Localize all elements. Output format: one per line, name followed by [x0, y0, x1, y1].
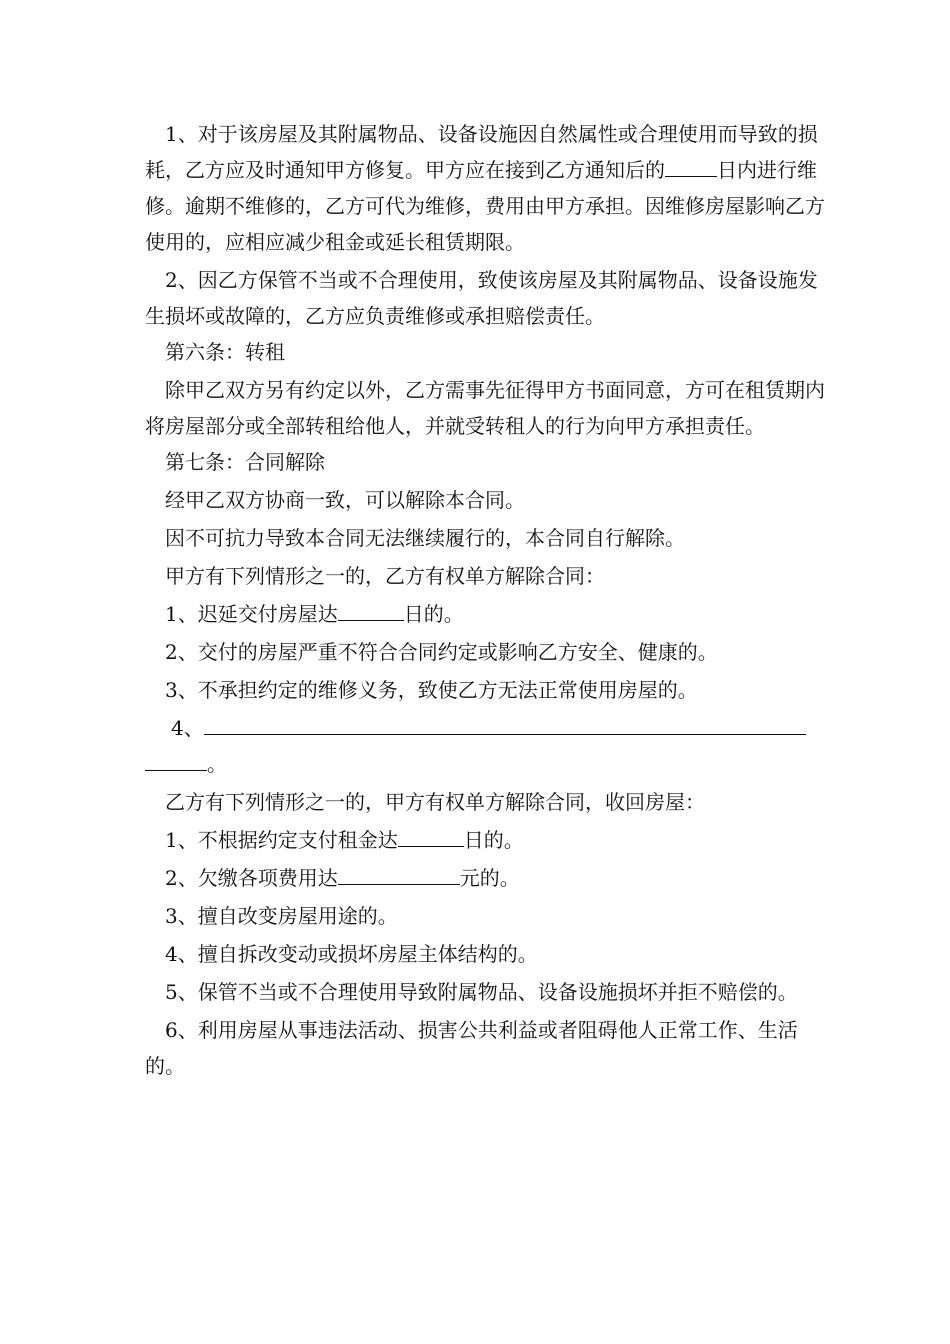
clause-item: 5、保管不当或不合理使用导致附属物品、设备设施损坏并拒不赔偿的。 — [165, 980, 798, 1004]
clause-tenant-breach-intro: 乙方有下列情形之一的，甲方有权单方解除合同，收回房屋： — [165, 790, 705, 814]
clause-text: 1、对于该房屋及其附属物品、设备设施因自然属性或合理使用而导致的损耗，乙方应及时通知甲方修复。甲方应在接到乙方通知后的 — [145, 122, 818, 182]
clause-item — [145, 822, 825, 858]
clause-text: 除甲乙双方另有约定以外，乙方需事先征得甲方书面同意，方可在租赁期内将房屋部分或全部转租给他人，并就受转租人的行为向甲方承担责任。 — [145, 378, 825, 438]
blank-rent-days[interactable] — [398, 822, 464, 847]
clause-text: 2、欠缴各项费用达 — [165, 866, 338, 890]
clause-mutual-termination: 经甲乙双方协商一致，可以解除本合同。 — [165, 488, 525, 512]
clause-item — [145, 596, 825, 632]
clause-item: 2、交付的房屋严重不符合合同约定或影响乙方安全、健康的。 — [165, 640, 718, 664]
clause-item: 6、利用房屋从事违法活动、损害公共利益或者阻碍他人正常工作、生活的。 — [145, 1018, 798, 1078]
clause-item-blank-cont — [145, 746, 825, 782]
clause-tenant-damage — [145, 262, 825, 334]
clause-item — [145, 860, 825, 896]
clause-text: 元的。 — [459, 866, 520, 890]
clause-text: 日的。 — [463, 828, 524, 852]
clause-sublease — [145, 372, 825, 444]
blank-other-condition[interactable] — [204, 710, 806, 735]
clause-item: 4、擅自拆改变动或损坏房屋主体结构的。 — [165, 942, 538, 966]
section-heading-sublease: 第六条：转租 — [165, 340, 285, 364]
blank-other-condition-cont[interactable] — [145, 746, 207, 771]
section-heading-termination: 第七条：合同解除 — [165, 450, 325, 474]
clause-force-majeure: 因不可抗力导致本合同无法继续履行的，本合同自行解除。 — [165, 526, 685, 550]
clause-landlord-breach-intro: 甲方有下列情形之一的，乙方有权单方解除合同： — [165, 564, 605, 588]
clause-text: 1、迟延交付房屋达 — [165, 602, 338, 626]
blank-fee-amount[interactable] — [338, 860, 460, 885]
clause-item: 3、不承担约定的维修义务，致使乙方无法正常使用房屋的。 — [165, 678, 698, 702]
clause-text: 2、因乙方保管不当或不合理使用，致使该房屋及其附属物品、设备设施发生损坏或故障的，乙方应负责维修或承担赔偿责任。 — [145, 268, 818, 328]
blank-repair-days[interactable] — [665, 152, 717, 177]
clause-text: 4、 — [171, 716, 204, 740]
clause-item: 3、擅自改变房屋用途的。 — [165, 904, 398, 928]
document-body — [145, 116, 825, 1084]
clause-text: 1、不根据约定支付租金达 — [165, 828, 398, 852]
blank-delay-days[interactable] — [338, 596, 404, 621]
clause-repair-notice — [145, 116, 825, 260]
clause-text: 日的。 — [403, 602, 464, 626]
clause-text: 日内进行维修。逾期不维修的，乙方可代为维修，费用由甲方承担。因维修房屋影响乙方使用的，应相应减少租金或延长租赁期限。 — [145, 158, 825, 254]
clause-item-blank — [145, 710, 825, 746]
clause-text: 。 — [207, 752, 227, 776]
